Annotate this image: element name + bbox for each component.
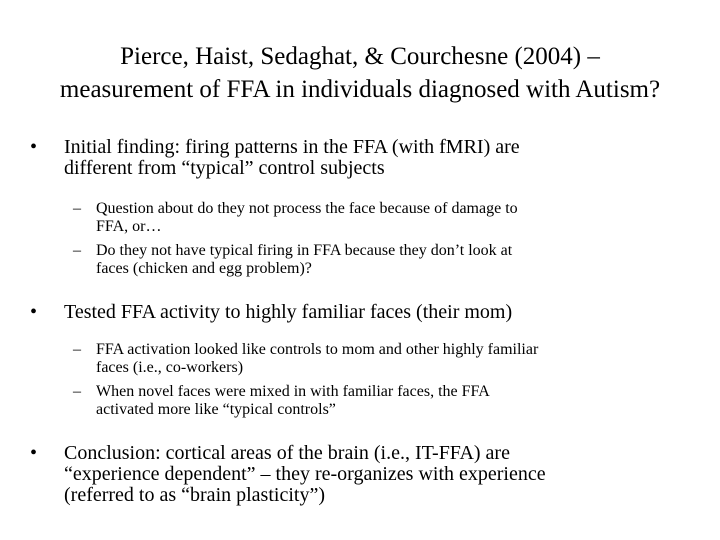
sub-bullet-damage-question (73, 200, 673, 236)
sub-bullet-firing-question (73, 242, 673, 278)
sub-bullet-line: activated more like “typical controls” (96, 401, 336, 418)
bullet-line: Tested FFA activity to highly familiar faces (their mom) (64, 301, 513, 323)
bullet-line: “experience dependent” – they re-organizes with experience (64, 463, 546, 485)
bullet-line: Initial finding: firing patterns in the FFA (with fMRI) are (64, 136, 520, 158)
sub-bullet-line: When novel faces were mixed in with familiar faces, the FFA (96, 383, 490, 400)
sub-bullet-line: FFA activation looked like controls to mom and other highly familiar (96, 341, 539, 358)
bullet-initial-finding (30, 137, 690, 179)
bullet-line: (referred to as “brain plasticity”) (64, 484, 325, 506)
bullet-dot: • (30, 301, 38, 323)
bullet-dot: • (30, 136, 38, 158)
sub-bullet-dash: – (73, 242, 81, 259)
sub-bullet-line: FFA, or… (96, 218, 162, 235)
sub-bullet-line: faces (i.e., co-workers) (96, 359, 244, 376)
sub-bullet-dash: – (73, 383, 81, 400)
sub-bullet-line: Question about do they not process the face because of damage to (96, 200, 518, 217)
sub-bullet-line: faces (chicken and egg problem)? (96, 260, 312, 277)
sub-bullet-novel-faces (73, 383, 673, 419)
sub-bullet-dash: – (73, 200, 81, 217)
bullet-line: Conclusion: cortical areas of the brain (i.e., IT-FFA) are (64, 442, 510, 464)
title-line-1: Pierce, Haist, Sedaghat, & Courchesne (2004) – (120, 43, 600, 70)
sub-bullet-line: Do they not have typical firing in FFA because they don’t look at (96, 242, 513, 259)
bullet-conclusion (30, 443, 690, 506)
sub-bullet-dash: – (73, 341, 81, 358)
title-line-2: measurement of FFA in individuals diagnosed with Autism? (59, 76, 661, 103)
bullet-tested-ffa (30, 302, 690, 323)
slide-title (0, 40, 720, 106)
bullet-line: different from “typical” control subjects (64, 157, 385, 179)
sub-bullet-activation-controls (73, 341, 673, 377)
bullet-dot: • (30, 442, 38, 464)
